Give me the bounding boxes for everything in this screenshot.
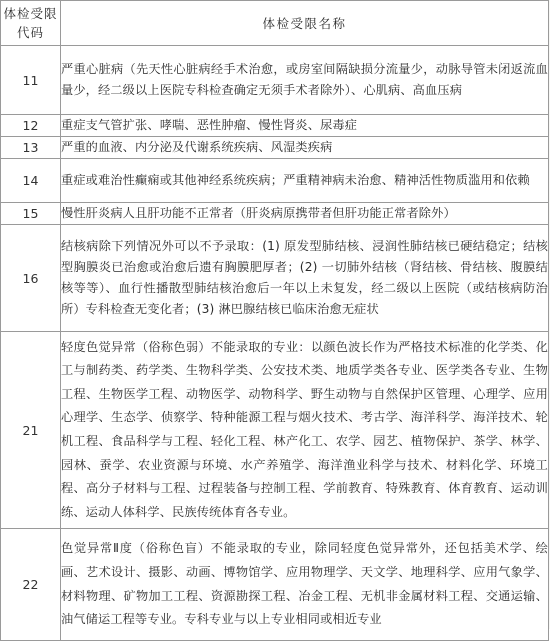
table-row (1, 46, 549, 115)
restriction-name: 结核病除下列情况外可以不予录取：(1) 原发型肺结核、浸润性肺结核已硬结稳定；结核型胸膜炎已治愈或治愈后遗有胸膜肥厚者；(2) 一切肺外结核（肾结核、骨结核、腹膜结核等等）、血行性播散型肺结核治愈后一年以上未复发，经二级以上医院（或结核病防治所）专科检查无变化者；(3) 淋巴腺结核已临床治愈无症状 (61, 225, 549, 332)
restriction-code: 21 (1, 332, 61, 529)
restriction-name: 轻度色觉异常（俗称色弱）不能录取的专业：以颜色波长作为严格技术标准的化学类、化工与制药类、药学类、生物科学类、公安技术类、地质学类各专业、医学类各专业、生物工程、生物医学工程、动物医学、动物科学、野生动物与自然保护区管理、心理学、应用心理学、生态学、侦察学、特种能源工程与烟火技术、考古学、海洋科学、海洋技术、轮机工程、食品科学与工程、轻化工程、林产化工、农学、园艺、植物保护、茶学、林学、园林、蚕学、农业资源与环境、水产养殖学、海洋渔业科学与技术、材料化学、环境工程、高分子材料与工程、过程装备与控制工程、学前教育、特殊教育、体育教育、运动训练、运动人体科学、民族传统体育各专业。 (61, 332, 549, 529)
table-row (1, 225, 549, 332)
restriction-code: 15 (1, 203, 61, 225)
table-row (1, 137, 549, 159)
restriction-name: 慢性肝炎病人且肝功能不正常者（肝炎病原携带者但肝功能正常者除外） (61, 203, 549, 225)
restriction-name: 重症支气管扩张、哮喘、恶性肿瘤、慢性肾炎、尿毒症 (61, 115, 549, 137)
table-row (1, 115, 549, 137)
restriction-code: 12 (1, 115, 61, 137)
table-row (1, 332, 549, 529)
restriction-code: 11 (1, 46, 61, 115)
name-column-header: 体检受限名称 (61, 1, 549, 46)
table-row (1, 529, 549, 641)
code-column-header: 体检受限代码 (1, 1, 61, 46)
restriction-name: 色觉异常Ⅱ度（俗称色盲）不能录取的专业，除同轻度色觉异常外，还包括美术学、绘画、艺术设计、摄影、动画、博物馆学、应用物理学、天文学、地理科学、应用气象学、材料物理、矿物加工工程、资源勘探工程、冶金工程、无机非金属材料工程、交通运输、油气储运工程等专业。专科专业与以上专业相同或相近专业 (61, 529, 549, 641)
restriction-name: 严重心脏病（先天性心脏病经手术治愈，或房室间隔缺损分流量少，动脉导管未闭返流血量少，经二级以上医院专科检查确定无须手术者除外）、心肌病、高血压病 (61, 46, 549, 115)
restriction-code: 13 (1, 137, 61, 159)
restriction-code: 22 (1, 529, 61, 641)
restriction-name: 重症或难治性癫痫或其他神经系统疾病；严重精神病未治愈、精神活性物质滥用和依赖 (61, 159, 549, 203)
table-header-row (1, 1, 549, 46)
table-row (1, 203, 549, 225)
restriction-code: 16 (1, 225, 61, 332)
restriction-code: 14 (1, 159, 61, 203)
table-row (1, 159, 549, 203)
restriction-name: 严重的血液、内分泌及代谢系统疾病、风湿类疾病 (61, 137, 549, 159)
